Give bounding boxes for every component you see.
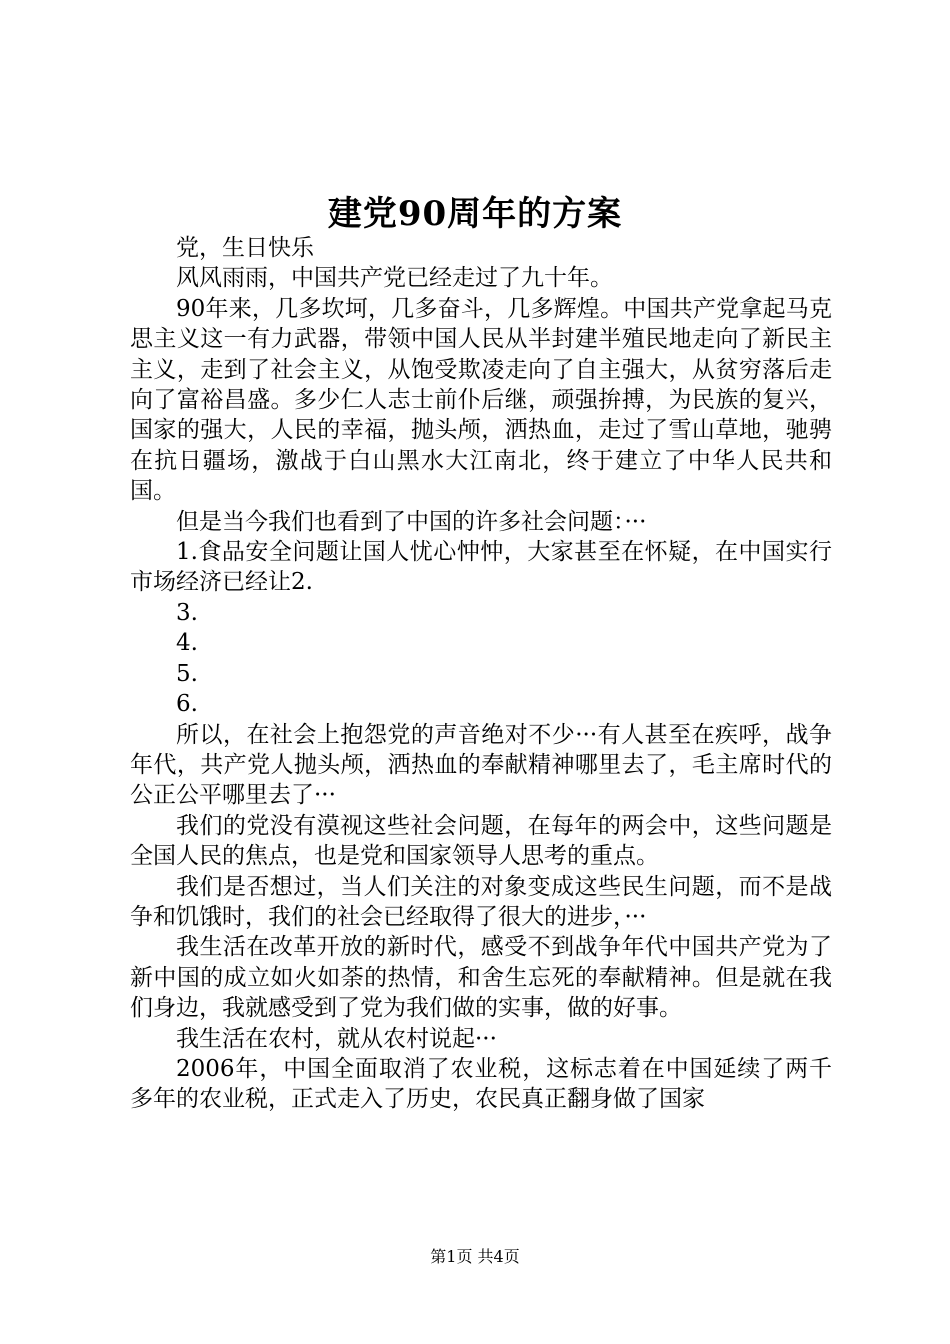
page-footer: 第1页 共4页 [430,1247,520,1266]
paragraph: 4. [176,630,198,657]
document-title: 建党90周年的方案 [327,194,623,234]
paragraph: 2006年，中国全面取消了农业税，这标志着在中国延续了两千多年的农业税，正式走入了历史，农民真正翻身做了国家 [130,1055,832,1113]
paragraph: 我们的党没有漠视这些社会问题，在每年的两会中，这些问题是全国人民的焦点，也是党和国家领导人思考的重点。 [130,812,832,870]
paragraph: 6. [176,691,198,718]
paragraph: 但是当今我们也看到了中国的许多社会问题：··· [176,508,647,535]
paragraph: 3. [176,599,198,626]
paragraph: 5. [176,660,198,687]
paragraph: 我生活在改革开放的新时代，感受不到战争年代中国共产党为了新中国的成立如火如荼的热情，和舍生忘死的奉献精神。但是就在我们身边，我就感受到了党为我们做的实事，做的好事。 [130,934,832,1022]
paragraph: 我生活在农村，就从农村说起··· [176,1025,497,1052]
paragraph: 1.食品安全问题让国人忧心忡忡，大家甚至在怀疑，在中国实行市场经济已经让2. [130,539,832,596]
document-body [130,233,832,1115]
paragraph: 我们是否想过，当人们关注的对象变成这些民生问题，而不是战争和饥饿时，我们的社会已经取得了很大的进步，··· [130,873,832,930]
paragraph: 90年来，几多坎坷，几多奋斗，几多辉煌。中国共产党拿起马克思主义这一有力武器，带领中国人民从半封建半殖民地走向了新民主主义，走到了社会主义，从饱受欺凌走向了自主强大，从贫穷落后走向了富裕昌盛。多少仁人志士前仆后继，顽强拚搏，为民族的复兴，国家的强大，人民的幸福，抛头颅，洒热血，走过了雪山草地，驰骋在抗日疆场，激战于白山黑水大江南北，终于建立了中华人民共和国。 [130,295,832,505]
paragraph: 党，生日快乐 [176,235,314,261]
paragraph: 风风雨雨，中国共产党已经走过了九十年。 [176,265,613,292]
paragraph: 所以，在社会上抱怨党的声音绝对不少···有人甚至在疾呼，战争年代，共产党人抛头颅，洒热血的奉献精神哪里去了，毛主席时代的公正公平哪里去了··· [130,721,832,809]
